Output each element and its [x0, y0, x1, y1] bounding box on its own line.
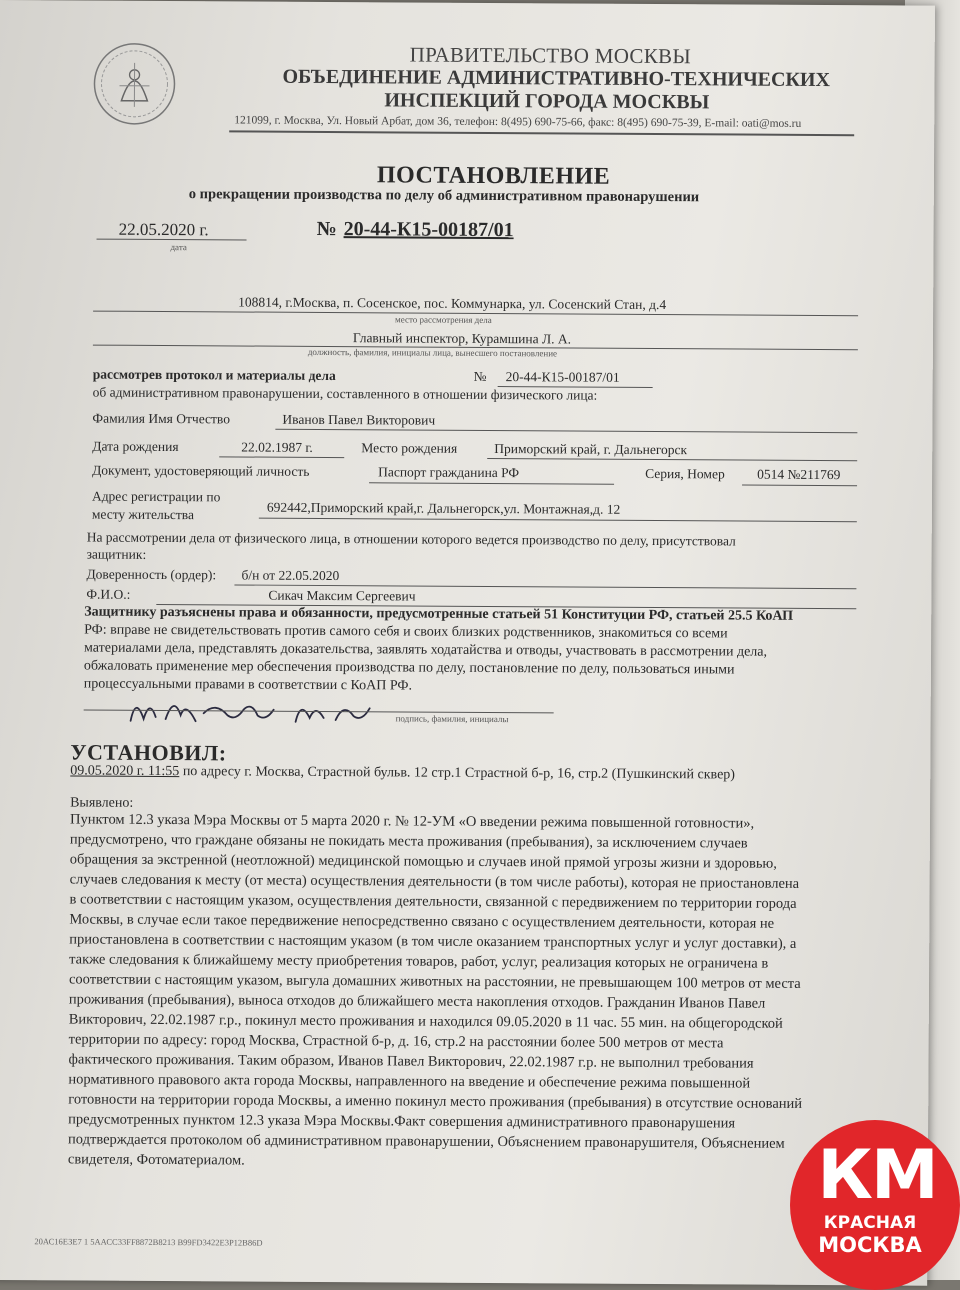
- logo-letters: КМ: [817, 1136, 937, 1215]
- logo-text-line1: КРАСНАЯ: [823, 1213, 917, 1233]
- power-of-attorney-value: б/н от 22.05.2020: [241, 567, 340, 584]
- signature-caption: подпись, фамилия, инициалы: [395, 713, 509, 725]
- defender-fio-value: Сикач Максим Сергеевич: [268, 587, 416, 604]
- findings-line: в соответствии с настоящим указом, осуществления деятельности, связанной с передвижением по территории города: [69, 891, 797, 912]
- header-divider: [229, 130, 854, 136]
- defender-rights-line: обжаловать применение мер обеспечения производства по делу, постановление по делу, пользоваться иными: [83, 658, 735, 678]
- dob-underline: [219, 456, 344, 458]
- fio-label: Фамилия Имя Отчество: [92, 410, 231, 427]
- review-place: 108814, г.Москва, п. Сосенское, пос. Коммунарка, ул. Сосенский Стан, д.4: [238, 294, 667, 313]
- findings-line: Пунктом 12.3 указа Мэра Москвы от 5 марта 2020 г. № 12-УМ «О введении режима повышенной готовности»,: [69, 811, 755, 832]
- findings-line: соответствии с настоящим указом, выгула домашних животных на расстоянии, не превышающем 100 метров от места: [68, 971, 801, 992]
- found-label: Выявлено:: [70, 795, 134, 811]
- organization-name-line2: ИНСПЕКЦИЙ ГОРОДА МОСКВЫ: [384, 89, 710, 114]
- id-doc-value: Паспорт гражданина РФ: [378, 464, 520, 481]
- resolution-date: 22.05.2020 г.: [118, 219, 209, 240]
- document-subtitle: о прекращении производства по делу об административном правонарушении: [188, 186, 700, 206]
- findings-line: предусмотрено, что граждане обязаны не покидать места проживания (пребывания), за исключением случаев: [69, 831, 748, 852]
- findings-line: Москвы, в случае если такое передвижение непосредственно связано с осуществлением деятельности, которая не: [69, 911, 775, 932]
- moscow-coat-of-arms-icon: [91, 41, 178, 128]
- address-label-line1: Адрес регистрации по: [91, 488, 221, 505]
- series-underline: [742, 485, 857, 487]
- official-name: Главный инспектор, Курамшина Л. А.: [352, 330, 572, 347]
- address-underline: [259, 518, 857, 523]
- review-number-sign: №: [473, 368, 487, 384]
- defender-intro-line1: На рассмотрении дела от физического лица, в отношении которого ведется производство по делу, присутствовал: [86, 529, 736, 549]
- resolution-number: 20-44-К15-00187/01: [343, 218, 514, 242]
- official-caption: должность, фамилия, инициалы лица, вынесшего постановление: [307, 346, 558, 359]
- incident-line: [70, 763, 735, 783]
- findings-line: подтверждается протоколом об административном правонарушении, Объяснением правонарушителя, Объяснением: [67, 1131, 785, 1152]
- findings-line: проживания (пребывания), выноса отходов до ближайшего места накопления отходов. Гражданин Иванов Павел: [68, 991, 766, 1012]
- incident-location: по адресу г. Москва, Страстной бульв. 12 стр.1 Страстной б-р, 16, стр.2 (Пушкинский сквер): [179, 764, 736, 783]
- defender-rights-paragraph: [84, 604, 865, 699]
- defender-fio-label: Ф.И.О.:: [86, 586, 131, 602]
- fio-underline: [275, 429, 857, 434]
- findings-line: свидетеля, Фотоматериалом.: [67, 1151, 245, 1169]
- findings-line: Викторович, 22.02.1987 г.р., покинул место проживания и находился 09.05.2020 в 11 час. 55 мин. на общегородской: [68, 1011, 783, 1032]
- findings-line: также следования к ближайшему месту приобретения товаров, работ, услуг, реализация которых не ограничена в: [69, 951, 769, 972]
- series-value: 0514 №211769: [757, 466, 841, 483]
- findings-line: предусмотренных пунктом 12.3 указа Мэра Москвы.Факт совершения административного правонарушения: [68, 1111, 736, 1132]
- defender-rights-line: процессуальными правами в соответствии с КоАП РФ.: [83, 676, 413, 694]
- fio-value: Иванов Павел Викторович: [282, 411, 436, 428]
- established-heading: УСТАНОВИЛ:: [70, 739, 227, 766]
- organization-address: 121099, г. Москва, Ул. Новый Арбат, дом 36, телефон: 8(495) 690-75-66, факс: 8(495) 690-75-39, E-mail: oati@mos.ru: [234, 114, 802, 130]
- review-label: рассмотрев протокол и материалы дела: [92, 366, 336, 384]
- incident-datetime: 09.05.2020 г. 11:55: [70, 763, 180, 780]
- defender-rights-line: материалами дела, представлять доказательства, заявлять ходатайства и отводы, участвовать в рассмотрении дела,: [83, 640, 768, 660]
- power-of-attorney-label: Доверенность (ордер):: [86, 566, 217, 583]
- pob-value: Приморский край, г. Дальнегорск: [494, 441, 688, 458]
- defender-rights-heading: Защитнику разъяснены права и обязанности, предусмотренные статьей 51 Конституции РФ, статьей 25.5 КоАП: [84, 604, 794, 624]
- pob-label: Место рождения: [361, 440, 458, 456]
- address-value: 692442,Приморский край,г. Дальнегорск,ул. Монтажная,д. 12: [266, 499, 621, 517]
- findings-line: обращения за экстренной (неотложной) медицинской помощью и случаев иной прямой угрозы жизни и здоровью,: [69, 851, 777, 872]
- dob-value: 22.02.1987 г.: [241, 439, 313, 455]
- findings-line: готовности на территории города Москвы, а именно покинул место проживания (пребывания) в отсутствие оснований: [68, 1091, 803, 1112]
- address-label-line2: месту жительства: [91, 506, 195, 523]
- krasnaya-moskva-watermark-logo: [790, 1120, 960, 1280]
- series-label: Серия, Номер: [645, 465, 725, 482]
- organization-name-line1: ОБЪЕДИНЕНИЕ АДМИНИСТРАТИВНО-ТЕХНИЧЕСКИХ: [282, 65, 831, 92]
- number-sign: №: [316, 217, 337, 241]
- id-doc-label: Документ, удостоверяющий личность: [92, 462, 310, 479]
- id-doc-underline: [369, 482, 614, 484]
- dob-label: Дата рождения: [92, 438, 179, 455]
- findings-line: фактического проживания. Таким образом, Иванов Павел Викторович, 22.02.1987 г.р. не выполнил требования: [68, 1051, 754, 1072]
- defender-intro-line2: защитник:: [86, 546, 147, 562]
- document-footer-code: 20АС16ЕЗЕ7 1 5ААСС33FF8872В8213 В99FD3422Е3Р12В86D: [34, 1236, 263, 1248]
- place-caption: место рассмотрения дела: [395, 314, 492, 326]
- review-case-number: 20-44-К15-00187/01: [505, 369, 620, 385]
- findings-line: территории по адресу: город Москва, Страстной б-р, д. 16, стр.2 на расстоянии более 500 метров от места: [68, 1031, 724, 1052]
- document-title: ПОСТАНОВЛЕНИЕ: [376, 162, 611, 190]
- findings-line: приостановлена в соответствии с настоящим указом (в том числе оказанием транспортных услуг и услуг доставки), а: [69, 931, 797, 952]
- review-line2: об административном правонарушении, составленного в отношении физического лица:: [92, 384, 598, 403]
- defender-rights-line: РФ: вправе не свидетельствовать против самого себя и своих близких родственников, знакомиться со всеми: [84, 622, 728, 642]
- date-caption: дата: [170, 242, 187, 253]
- pob-underline: [487, 458, 857, 461]
- date-underline: [97, 239, 247, 241]
- government-name: ПРАВИТЕЛЬСТВО МОСКВЫ: [409, 42, 692, 69]
- findings-line: нормативного правового акта города Москвы, направленного на введение и обеспечение режима повышенной: [68, 1071, 751, 1092]
- logo-text-line2: МОСКВА: [818, 1233, 922, 1257]
- findings-line: случаев следования к месту (от места) осуществления деятельности (в том числе работы), которая не приостановлена: [69, 871, 800, 892]
